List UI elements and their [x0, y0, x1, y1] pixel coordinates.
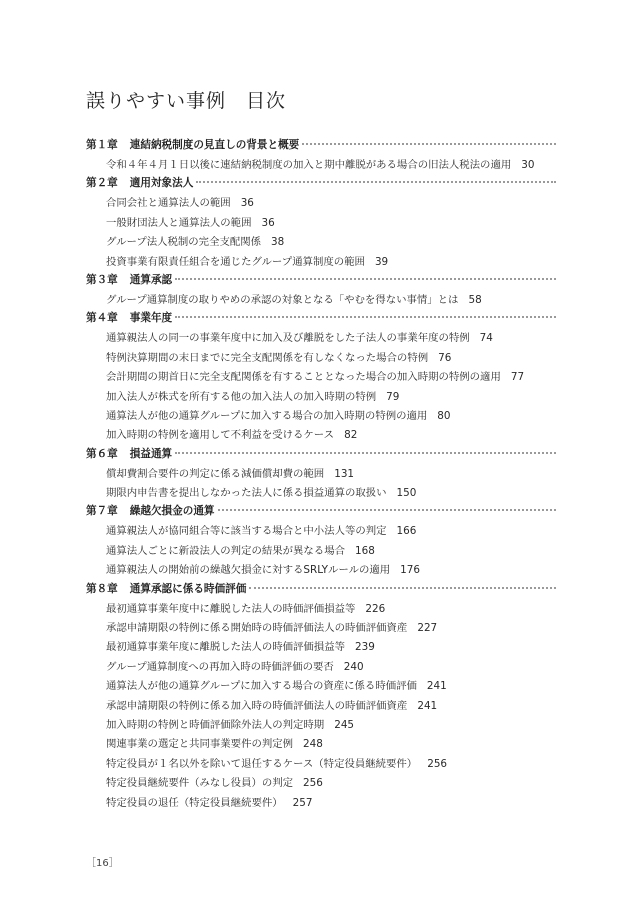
toc-entry: [86, 542, 556, 561]
entry-page-number: 248: [303, 738, 323, 751]
toc-entry: [86, 658, 556, 677]
dot-leader: [196, 181, 556, 183]
entry-page-number: 77: [510, 371, 525, 384]
toc-entry: [86, 253, 556, 272]
entry-title: 償却費割合要件の判定に係る減価償却費の範囲: [106, 467, 325, 480]
chapter-number: 第１章: [86, 139, 118, 151]
chapter-number: 第７章: [86, 505, 118, 518]
toc-entry: [86, 368, 556, 387]
entry-page-number: 76: [438, 351, 452, 364]
entry-page-number: 226: [365, 602, 386, 615]
entry-title: 通算法人ごとに新設法人の判定の結果が異なる場合: [106, 544, 345, 557]
entry-page-number: 256: [427, 757, 448, 770]
entry-title: 加入時期の特例と時価評価除外法人の判定時期: [106, 718, 325, 731]
chapter-title: 連結納税制度の見直しの背景と概要: [129, 139, 300, 151]
entry-title: 合同会社と通算法人の範囲: [106, 197, 231, 210]
entry-title: 最初通算事業年度に離脱した法人の時価評価損益等: [106, 641, 345, 654]
chapter-title: 損益通算: [129, 447, 173, 460]
toc-entry: [86, 638, 556, 657]
entry-title: 通算法人が他の通算グループに加入する場合の資産に係る時価評価: [106, 680, 417, 693]
dot-leader: [302, 143, 556, 145]
entry-title: グループ通算制度への再加入時の時価評価の要否: [106, 660, 334, 673]
toc-entry: [86, 677, 556, 696]
chapter-title: 通算承認: [129, 273, 173, 286]
entry-title: 加入法人が株式を所有する他の加入法人の加入時期の特例: [106, 390, 377, 403]
entry-page-number: 82: [344, 429, 358, 442]
chapter-title: 適用対象法人: [129, 177, 194, 190]
entry-title: 承認申請期限の特例に係る加入時の時価評価法人の時価評価資産: [106, 699, 408, 712]
entry-title: 承認申請期限の特例に係る開始時の時価評価法人の時価評価資産: [106, 622, 408, 635]
entry-title: 通算法人が他の通算グループに加入する場合の加入時期の特例の適用: [106, 409, 428, 422]
entry-page-number: 176: [400, 564, 420, 577]
entry-title: 通算親法人の同一の事業年度中に加入及び離脱をした子法人の事業年度の特例: [106, 332, 470, 345]
entry-page-number: 245: [334, 718, 355, 731]
toc-entry: [86, 156, 556, 175]
entry-page-number: 150: [396, 487, 417, 500]
entry-page-number: 241: [426, 680, 447, 693]
toc-entry: [86, 426, 556, 445]
entry-page-number: 30: [521, 159, 535, 171]
chapter-number: 第３章: [86, 273, 118, 286]
entry-title: 令和４年４月１日以後に連結納税制度の加入と期中離脱がある場合の旧法人税法の適用: [106, 159, 512, 171]
entry-page-number: 36: [240, 197, 254, 210]
toc-entry: [86, 233, 556, 252]
chapter-title: 事業年度: [129, 312, 173, 325]
toc-entry: [86, 349, 556, 368]
chapter-heading: [86, 137, 556, 156]
chapter-title: 繰越欠損金の通算: [129, 505, 215, 518]
entry-page-number: 58: [468, 293, 482, 306]
entry-page-number: 36: [261, 216, 275, 229]
dot-leader: [218, 509, 556, 511]
toc-entry: [86, 194, 556, 213]
entry-title: 関連事業の選定と共同事業要件の判定例: [106, 738, 294, 751]
entry-page-number: 39: [374, 255, 389, 268]
toc-entry: [86, 755, 556, 774]
entry-title: 特定役員の退任（特定役員継続要件）: [106, 796, 283, 809]
entry-title: 特定役員継続要件（みなし役員）の判定: [106, 777, 294, 790]
toc-entry: [86, 522, 556, 541]
entry-page-number: 256: [303, 777, 323, 790]
toc-entry: [86, 735, 556, 754]
entry-title: 投資事業有限責任組合を通じたグループ通算制度の範囲: [106, 255, 365, 268]
entry-page-number: 241: [417, 699, 438, 712]
toc-entry: [86, 465, 556, 484]
chapter-heading: [86, 503, 556, 522]
chapter-number: 第８章: [86, 582, 118, 595]
toc-entry: [86, 600, 556, 619]
chapter-title: 通算承認に係る時価評価: [129, 582, 247, 595]
entry-page-number: 74: [479, 332, 493, 345]
entry-page-number: 79: [386, 390, 400, 403]
toc-entry: [86, 774, 556, 793]
entry-page-number: 240: [343, 660, 364, 673]
toc-entry: [86, 329, 556, 348]
entry-page-number: 239: [354, 641, 375, 654]
entry-page-number: 257: [292, 796, 313, 809]
chapter-heading: [86, 272, 556, 291]
entry-title: 一般財団法人と通算法人の範囲: [106, 216, 252, 229]
chapter-number: 第４章: [86, 312, 118, 325]
toc-entry: [86, 619, 556, 638]
toc-entry: [86, 484, 556, 503]
entry-title: グループ法人税制の完全支配関係: [106, 236, 262, 249]
entry-title: 通算親法人の開始前の繰越欠損金に対するSRLYルールの適用: [106, 564, 391, 577]
chapter-heading: [86, 581, 556, 600]
toc-entry: [86, 407, 556, 426]
toc-entry: [86, 561, 556, 580]
entry-page-number: 131: [334, 467, 355, 480]
toc-entry: [86, 388, 556, 407]
chapter-number: 第２章: [86, 177, 118, 190]
chapter-heading: [86, 175, 556, 194]
toc-entry: [86, 291, 556, 310]
entry-title: 期限内申告書を提出しなかった法人に係る損益通算の取扱い: [106, 487, 387, 500]
page-number: ［16］: [86, 858, 119, 869]
toc-entry: [86, 214, 556, 233]
entry-title: 特例決算期間の末日までに完全支配関係を有しなくなった場合の特例: [106, 351, 429, 364]
chapter-heading: [86, 310, 556, 329]
dot-leader: [175, 278, 556, 280]
entry-page-number: 38: [271, 236, 285, 249]
entry-page-number: 227: [417, 622, 438, 635]
entry-title: 加入時期の特例を適用して不利益を受けるケース: [106, 429, 335, 442]
chapter-number: 第６章: [86, 447, 118, 460]
entry-title: 最初通算事業年度中に離脱した法人の時価評価損益等: [106, 602, 356, 615]
chapter-heading: [86, 446, 556, 465]
entry-title: 会計期間の期首日に完全支配関係を有することとなった場合の加入時期の特例の適用: [106, 371, 501, 384]
dot-leader: [175, 316, 556, 318]
entry-title: 通算親法人が協同組合等に該当する場合と中小法人等の判定: [106, 525, 387, 538]
toc-entry: [86, 716, 556, 735]
dot-leader: [249, 587, 556, 589]
entry-page-number: 168: [354, 544, 375, 557]
entry-title: グループ通算制度の取りやめの承認の対象となる「やむを得ない事情」とは: [106, 293, 459, 306]
table-of-contents: [86, 137, 556, 813]
page-title: 誤りやすい事例 目次: [86, 90, 287, 112]
dot-leader: [175, 452, 556, 454]
entry-title: 特定役員が１名以外を除いて退任するケース（特定役員継続要件）: [106, 757, 418, 770]
toc-entry: [86, 794, 556, 813]
toc-entry: [86, 697, 556, 716]
entry-page-number: 80: [437, 409, 451, 422]
entry-page-number: 166: [396, 525, 417, 538]
